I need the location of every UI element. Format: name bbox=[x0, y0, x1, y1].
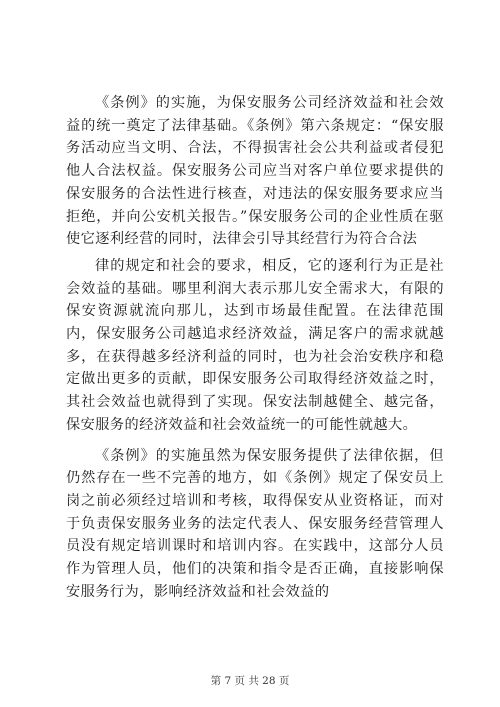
paragraph-1: 《条例》的实施，为保安服务公司经济效益和社会效益的统一奠定了法律基础。《条例》第六条规定：“保安服务活动应当文明、合法，不得损害社会公共利益或者侵犯他人合法权益。保安服务公司应当对客户单位要求提供的保安服务的合法性进行核查，对违法的保安服务要求应当拒绝，并向公安机关报告。”保安服务公司的企业性质在驱使它逐利经营的同时，法律会引导其经营行为符合合法 bbox=[66, 95, 444, 248]
paragraph-gap bbox=[66, 437, 444, 445]
paragraph-3: 《条例》的实施虽然为保安服务提供了法律依据，但仍然存在一些不完善的地方，如《条例》规定了保安员上岗之前必须经过培训和考核，取得保安从业资格证，而对于负责保安服务业务的法定代表人、保安服务经营管理人员没有规定培训课时和培训内容。在实践中，这部分人员作为管理人员，他们的决策和指令是否正确，直接影响保安服务行为，影响经济效益和社会效益的 bbox=[66, 447, 444, 600]
paragraph-2: 律的规定和社会的要求，相反，它的逐利行为正是社会效益的基础。哪里利润大表示那儿安全需求大，有限的保安资源就流向那儿，达到市场最佳配置。在法律范围内，保安服务公司越追求经济效益，满足客户的需求就越多，在获得越多经济利益的同时，也为社会治安秩序和稳定做出更多的贡献，即保安服务公司取得经济效益之时，其社会效益也就得到了实现。保安法制越健全、越完备，保安服务的经济效益和社会效益统一的可能性就越大。 bbox=[66, 257, 444, 433]
page-number-footer: 第 7 页 共 28 页 bbox=[210, 675, 290, 687]
document-body bbox=[66, 92, 444, 603]
